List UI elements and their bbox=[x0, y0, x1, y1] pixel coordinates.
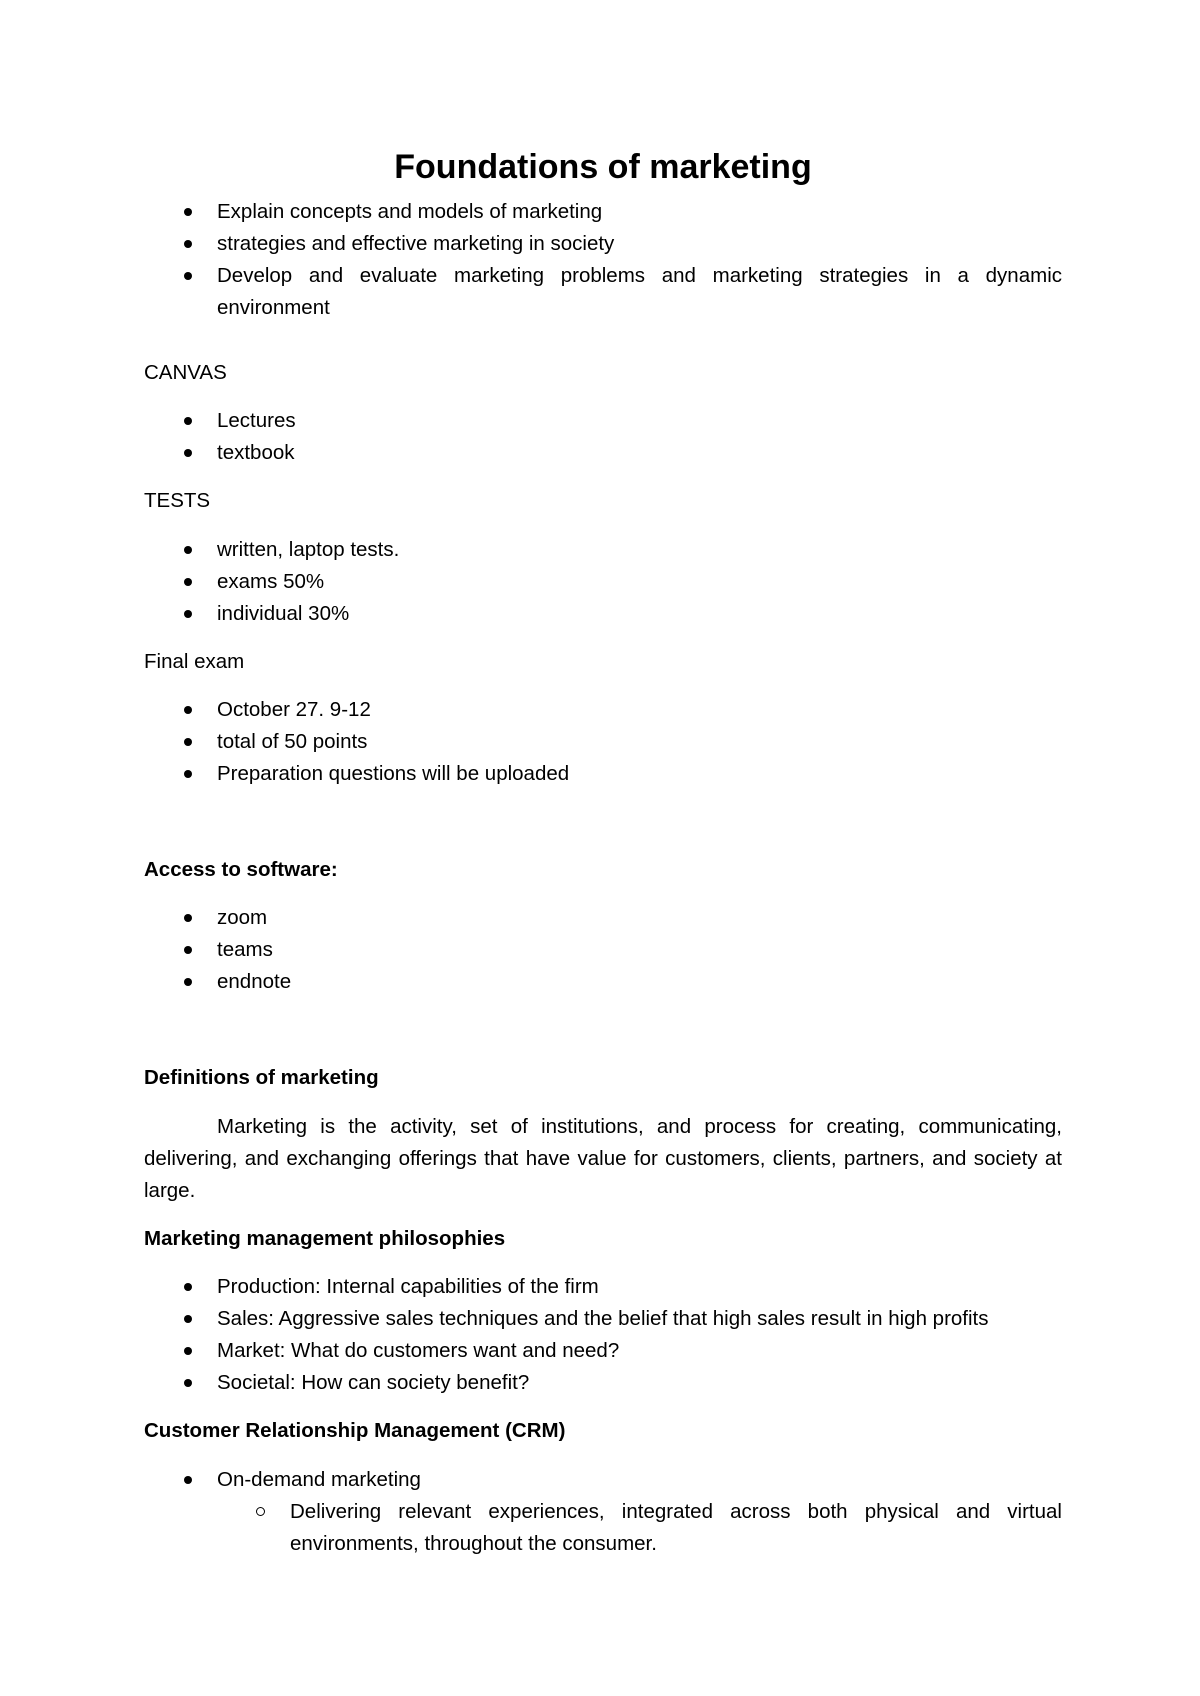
philosophies-section bbox=[144, 1223, 1062, 1255]
list-item: textbook bbox=[144, 437, 1062, 469]
list-item: teams bbox=[144, 934, 1062, 966]
tests-label: TESTS bbox=[144, 489, 211, 512]
crm-section bbox=[144, 1415, 1062, 1447]
canvas-section bbox=[144, 357, 1062, 389]
crm-list bbox=[144, 1464, 1062, 1496]
list-item: zoom bbox=[144, 902, 1062, 934]
goals-list bbox=[144, 196, 1062, 324]
software-list-block bbox=[144, 902, 1062, 998]
crm-heading: Customer Relationship Management (CRM) bbox=[144, 1419, 566, 1442]
list-item: Preparation questions will be uploaded bbox=[144, 758, 1062, 790]
list-item: Develop and evaluate marketing problems and marketing strategies in a dynamic environment bbox=[144, 260, 1062, 324]
goals-section bbox=[144, 196, 1062, 324]
document-title: Foundations of marketing bbox=[394, 148, 812, 186]
list-item: Production: Internal capabilities of the firm bbox=[144, 1271, 1062, 1303]
definitions-paragraph: Marketing is the activity, set of institutions, and process for creating, communicating, delivering, and exchanging offerings that have value for customers, clients, partners, and society at large. bbox=[144, 1115, 1062, 1202]
crm-sublist bbox=[144, 1496, 1062, 1560]
list-item: Market: What do customers want and need? bbox=[144, 1335, 1062, 1367]
tests-list bbox=[144, 534, 1062, 630]
philosophies-list bbox=[144, 1271, 1062, 1399]
list-item: strategies and effective marketing in society bbox=[144, 228, 1062, 260]
final-exam-list-block bbox=[144, 694, 1062, 790]
list-item: Sales: Aggressive sales techniques and the belief that high sales result in high profits bbox=[144, 1303, 1062, 1335]
list-item: exams 50% bbox=[144, 566, 1062, 598]
software-heading: Access to software: bbox=[144, 858, 338, 881]
final-exam-label: Final exam bbox=[144, 650, 245, 673]
list-item: Lectures bbox=[144, 405, 1062, 437]
list-item: individual 30% bbox=[144, 598, 1062, 630]
list-item: written, laptop tests. bbox=[144, 534, 1062, 566]
philosophies-list-block bbox=[144, 1271, 1062, 1399]
list-item: On-demand marketing bbox=[144, 1464, 1062, 1496]
crm-list-block bbox=[144, 1464, 1062, 1560]
list-item: endnote bbox=[144, 966, 1062, 998]
list-item: October 27. 9-12 bbox=[144, 694, 1062, 726]
canvas-list-block bbox=[144, 405, 1062, 469]
list-item: Explain concepts and models of marketing bbox=[144, 196, 1062, 228]
software-section bbox=[144, 854, 1062, 886]
tests-list-block bbox=[144, 534, 1062, 630]
sub-list-item: Delivering relevant experiences, integrated across both physical and virtual environments, throughout the consumer. bbox=[144, 1496, 1062, 1560]
definitions-paragraph-block bbox=[144, 1111, 1062, 1207]
document-page bbox=[144, 0, 1062, 1696]
definitions-section bbox=[144, 1062, 1062, 1094]
definitions-heading: Definitions of marketing bbox=[144, 1066, 379, 1089]
final-exam-list bbox=[144, 694, 1062, 790]
canvas-label: CANVAS bbox=[144, 361, 227, 384]
tests-section bbox=[144, 485, 1062, 517]
canvas-list bbox=[144, 405, 1062, 469]
list-item: Societal: How can society benefit? bbox=[144, 1367, 1062, 1399]
philosophies-heading: Marketing management philosophies bbox=[144, 1227, 506, 1250]
software-list bbox=[144, 902, 1062, 998]
list-item: total of 50 points bbox=[144, 726, 1062, 758]
final-exam-section bbox=[144, 646, 1062, 678]
